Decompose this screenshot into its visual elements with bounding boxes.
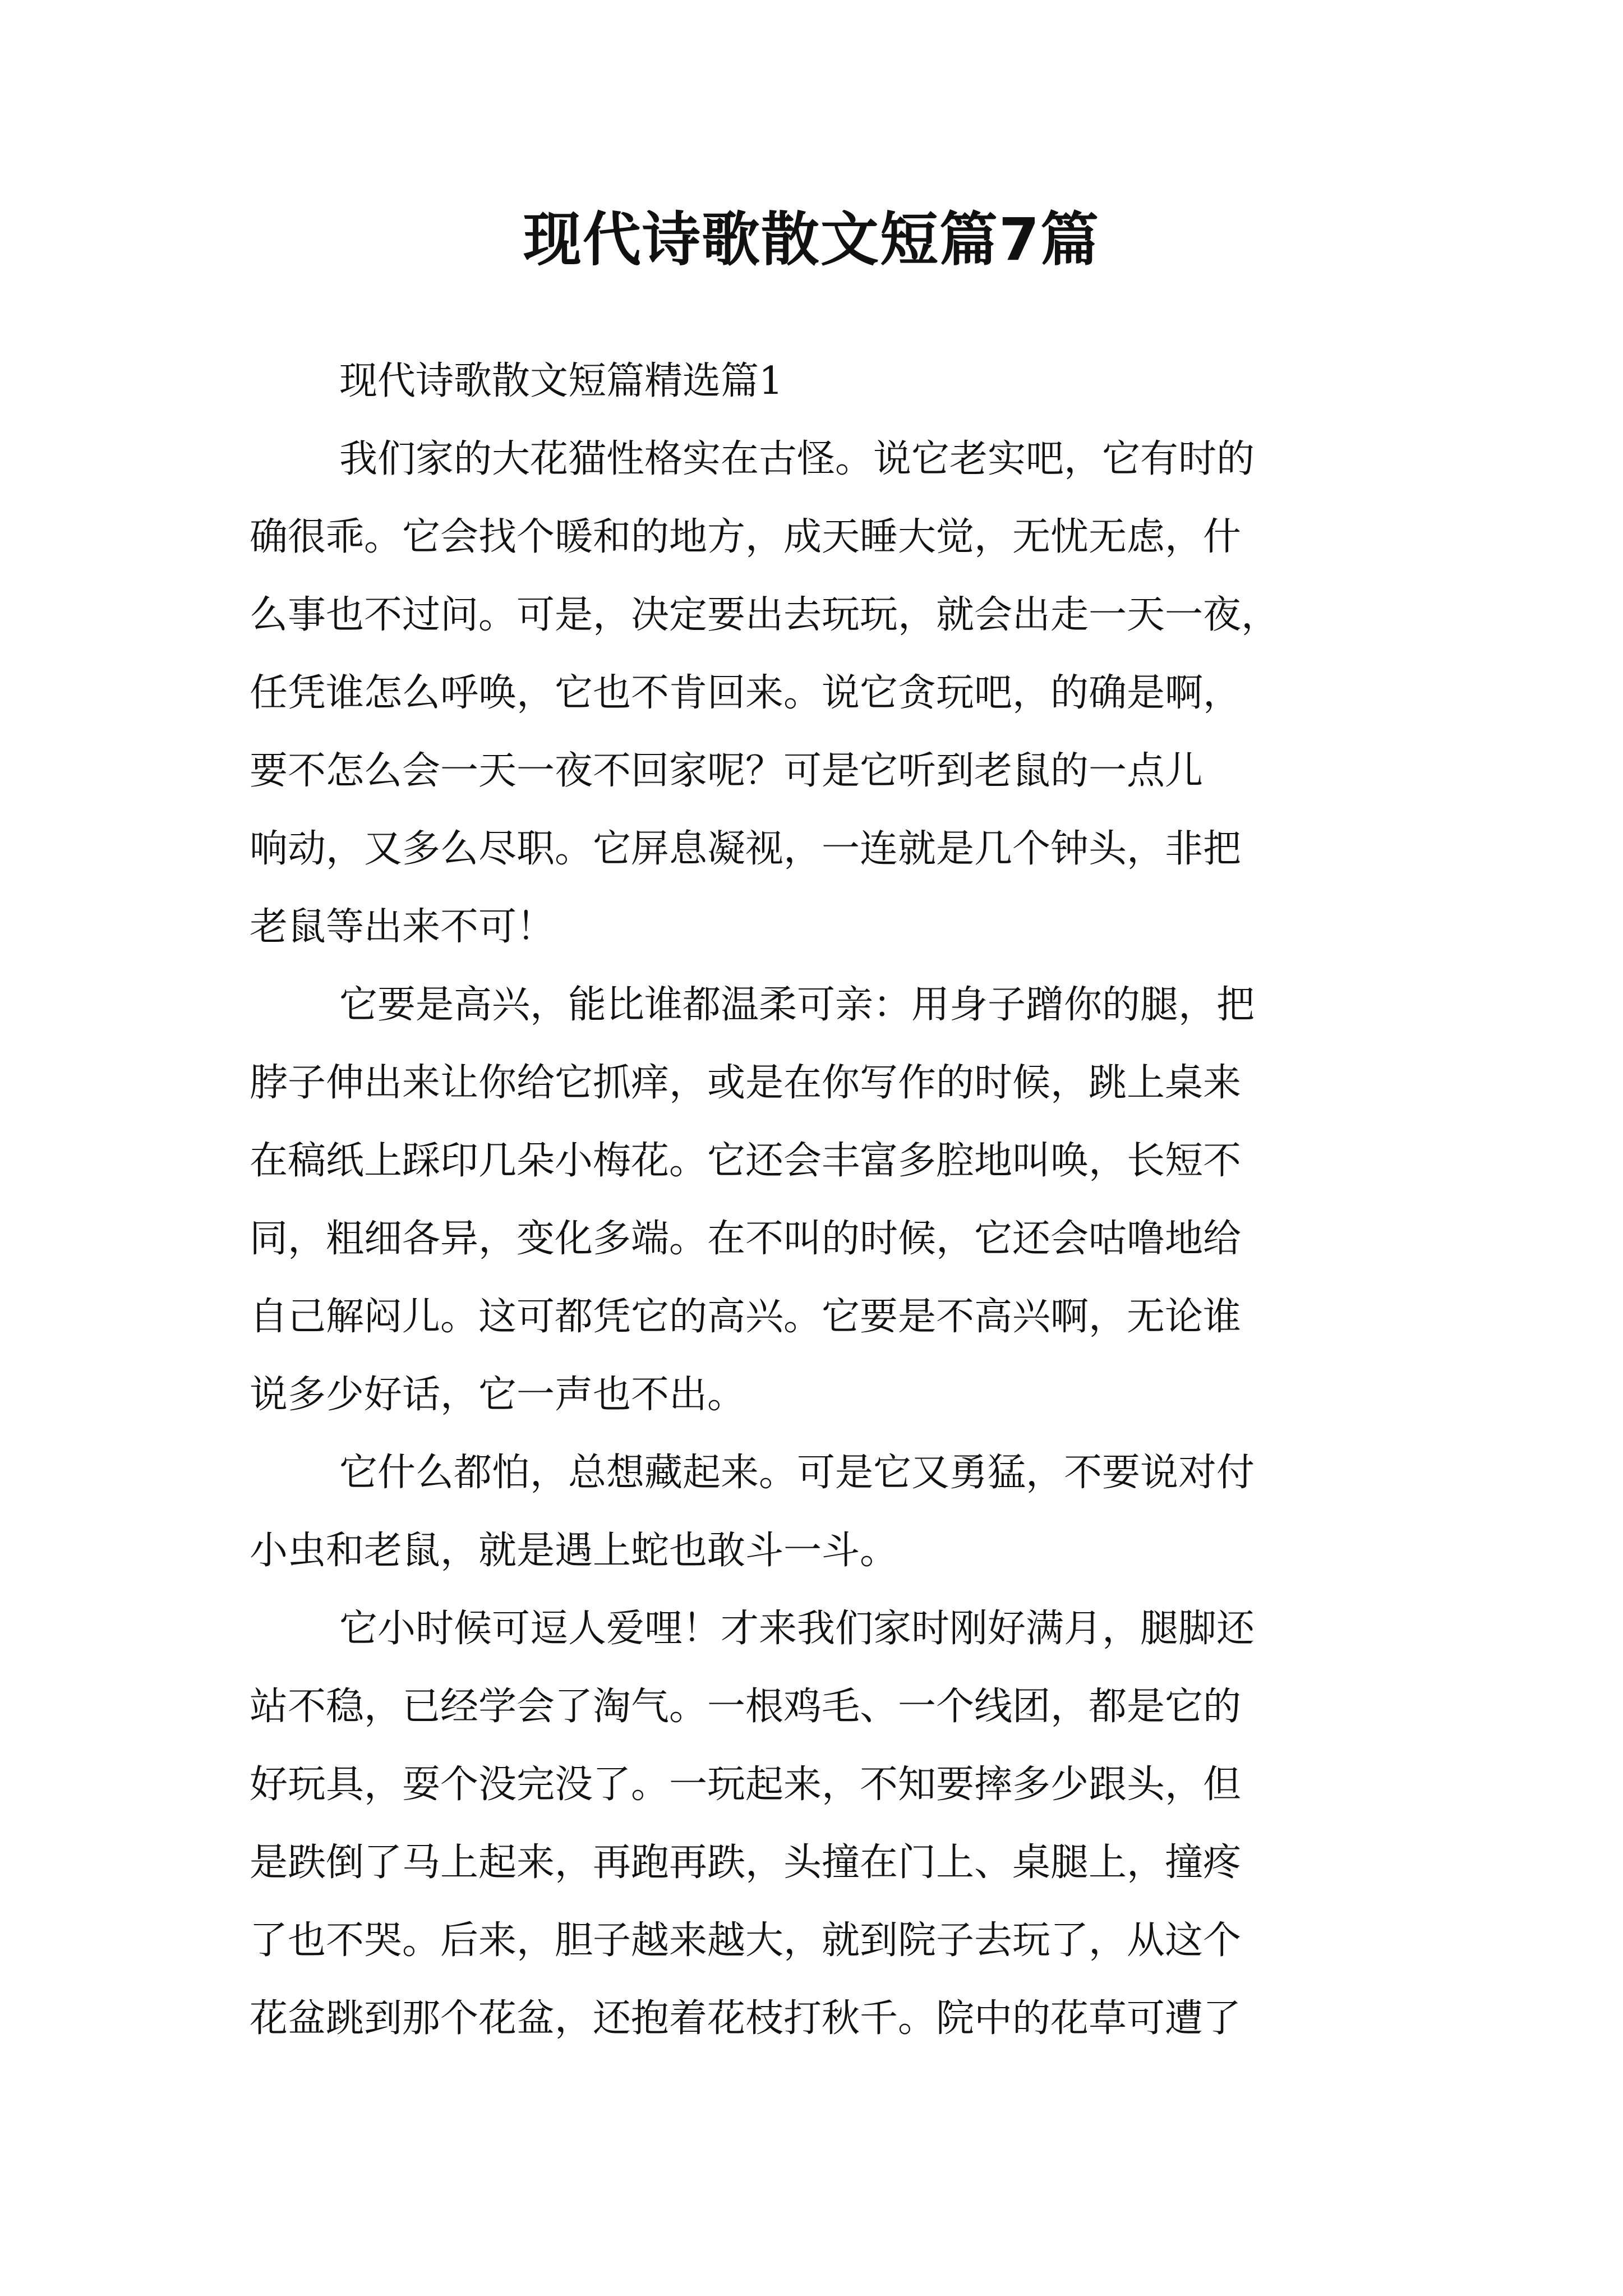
paragraph-line: 同，粗细各异，变化多端。在不叫的时候，它还会咕噜地给 xyxy=(250,1217,1242,1261)
paragraph-line: 我们家的大花猫性格实在古怪。说它老实吧，它有时的 xyxy=(339,437,1255,481)
paragraph-line: 任凭谁怎么呼唤，它也不肯回来。说它贪玩吧，的确是啊， xyxy=(250,671,1242,715)
paragraph-line: 站不稳，已经学会了淘气。一根鸡毛、一个线团，都是它的 xyxy=(250,1685,1242,1729)
paragraph-line: 自己解闷儿。这可都凭它的高兴。它要是不高兴啊，无论谁 xyxy=(250,1295,1242,1339)
paragraph xyxy=(250,966,1397,1434)
paragraph-line: 花盆跳到那个花盆，还抱着花枝打秋千。院中的花草可遭了 xyxy=(250,1996,1242,2041)
paragraph-line: 好玩具，耍个没完没了。一玩起来，不知要摔多少跟头，但 xyxy=(250,1763,1242,1807)
paragraph-line: 响动，又多么尽职。它屏息凝视，一连就是几个钟头，非把 xyxy=(250,827,1242,871)
paragraph xyxy=(250,1434,1397,1590)
paragraph-line: 确很乖。它会找个暖和的地方，成天睡大觉，无忧无虑，什 xyxy=(250,515,1242,559)
document-title: 现代诗歌散文短篇7篇 xyxy=(523,205,1100,274)
paragraph-line: 说多少好话，它一声也不出。 xyxy=(250,1373,746,1417)
paragraph-line: 是跌倒了马上起来，再跑再跌，头撞在门上、桌腿上，撞疼 xyxy=(250,1841,1242,1885)
paragraph-line: 么事也不过问。可是，决定要出去玩玩，就会出走一天一夜， xyxy=(250,593,1280,637)
paragraph-line: 脖子伸出来让你给它抓痒，或是在你写作的时候，跳上桌来 xyxy=(250,1061,1242,1105)
document-body xyxy=(250,342,1397,2058)
paragraph-line: 它要是高兴，能比谁都温柔可亲：用身子蹭你的腿，把 xyxy=(339,983,1255,1027)
paragraph xyxy=(250,420,1397,966)
paragraph-line: 要不怎么会一天一夜不回家呢？可是它听到老鼠的一点儿 xyxy=(250,749,1204,793)
paragraph-line: 老鼠等出来不可！ xyxy=(250,905,555,949)
paragraph xyxy=(250,1590,1397,2058)
paragraph-line: 了也不哭。后来，胆子越来越大，就到院子去玩了，从这个 xyxy=(250,1918,1242,1963)
paragraph-line: 在稿纸上踩印几朵小梅花。它还会丰富多腔地叫唤，长短不 xyxy=(250,1139,1242,1183)
paragraph-line: 它小时候可逗人爱哩！才来我们家时刚好满月，腿脚还 xyxy=(339,1607,1255,1651)
paragraph-line: 它什么都怕，总想藏起来。可是它又勇猛，不要说对付 xyxy=(339,1451,1255,1495)
section-subheading: 现代诗歌散文短篇精选篇1 xyxy=(339,359,783,403)
paragraph-line: 小虫和老鼠，就是遇上蛇也敢斗一斗。 xyxy=(250,1529,898,1573)
